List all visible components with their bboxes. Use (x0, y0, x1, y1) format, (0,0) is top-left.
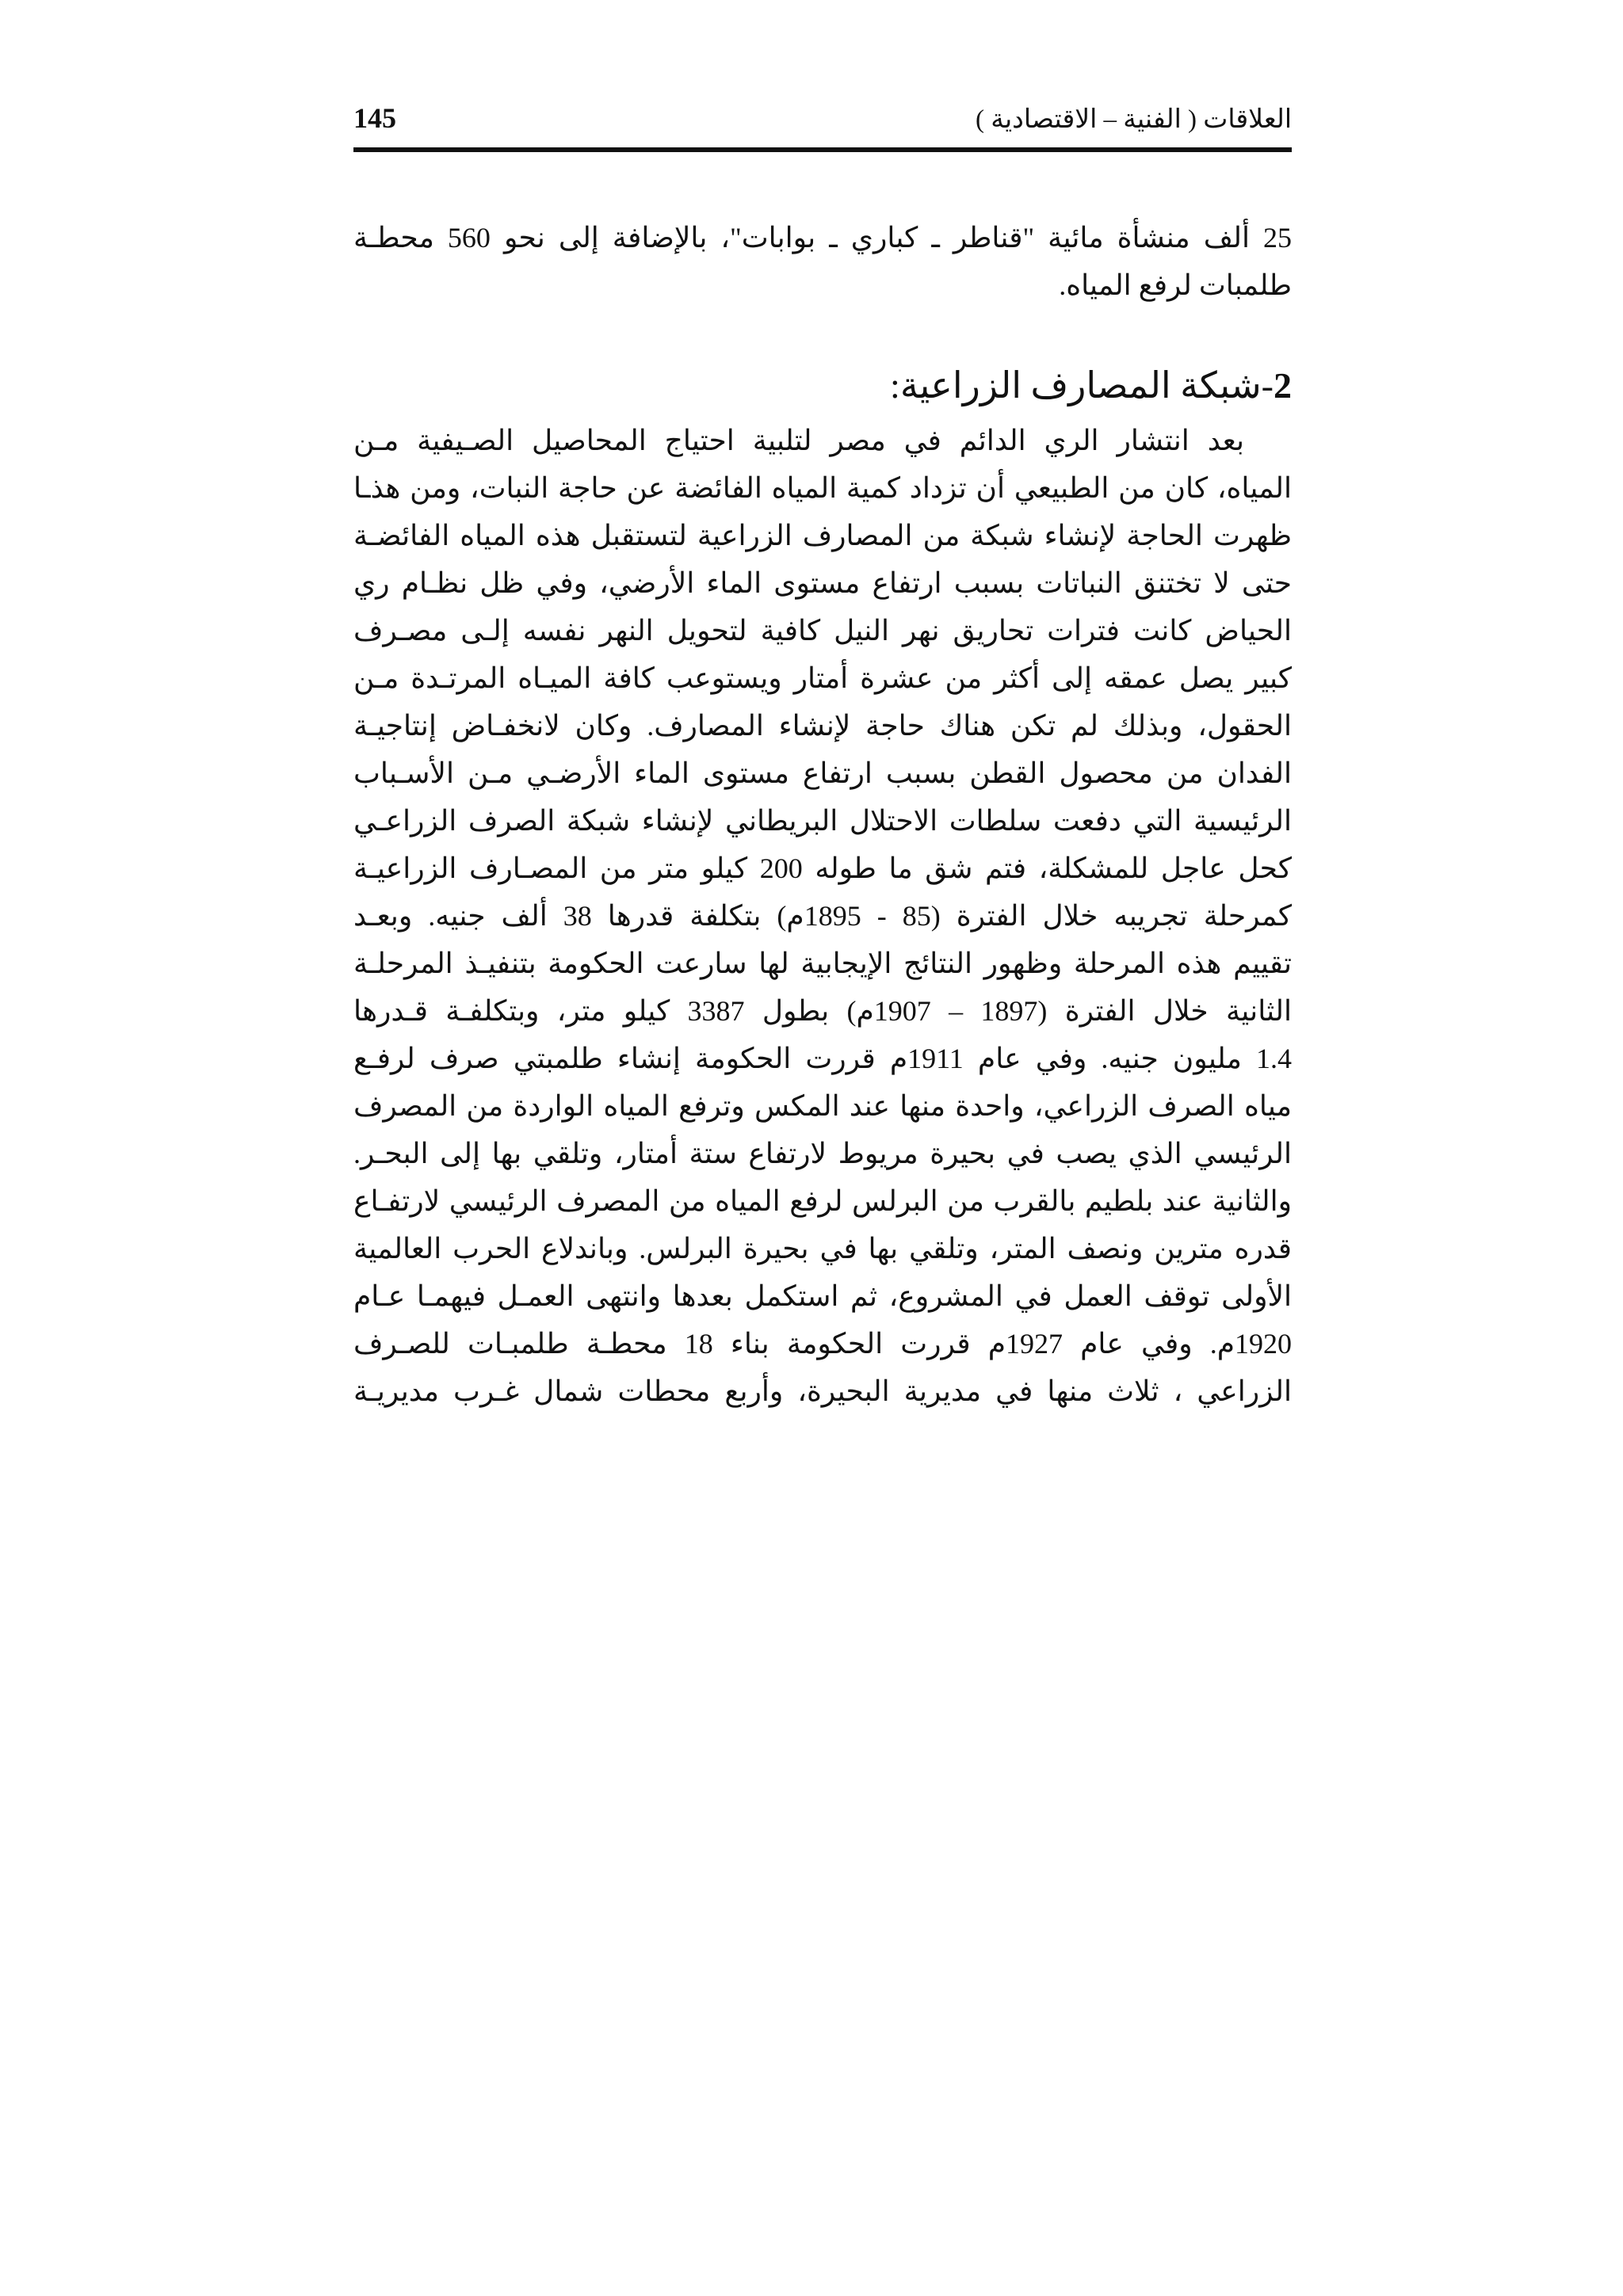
text-line: الأولى توقف العمل في المشروع، ثم استكمل بعدها وانتهى العمـل فيهمـا عـام (353, 1280, 1292, 1312)
text-line: كمرحلة تجريبه خلال الفترة (85 - 1895م) بتكلفة قدرها 38 ألف جنيه. وبعـد (353, 900, 1292, 932)
text-line: الثانية خلال الفترة (1897 – 1907م) بطول 3387 كيلو متر، وبتكلفـة قـدرها (353, 995, 1292, 1027)
text-line: قدره مترين ونصف المتر، وتلقي بها في بحيرة البرلس. وباندلاع الحرب العالمية (353, 1233, 1292, 1264)
text-line: 25 ألف منشأة مائية "قناطر ـ كباري ـ بوابات"، بالإضافة إلى نحو 560 محطـة (353, 222, 1292, 254)
section-number: 2 (1274, 365, 1292, 406)
page-number: 145 (353, 102, 396, 134)
text-line: ظهرت الحاجة لإنشاء شبكة من المصارف الزراعية لتستقبل هذه المياه الفائضـة (353, 520, 1292, 551)
text-line: مياه الصرف الزراعي، واحدة منها عند المكس وترفع المياه الواردة من المصرف (353, 1090, 1292, 1122)
text-line: حتى لا تختنق النباتات بسبب ارتفاع مستوى الماء الأرضي، وفي ظل نظـام ري (353, 567, 1292, 599)
running-title: العلاقات ( الفنية – الاقتصادية ) (976, 105, 1292, 134)
text-line: تقييم هذه المرحلة وظهور النتائج الإيجابية لها سارعت الحكومة بتنفيـذ المرحلـة (353, 948, 1292, 979)
text-line: 1920م. وفي عام 1927م قررت الحكومة بناء 18 محطـة طلمبـات للصـرف (353, 1328, 1292, 1360)
text-line: الرئيسية التي دفعت سلطات الاحتلال البريطاني لإنشاء شبكة الصرف الزراعـي (353, 805, 1292, 837)
text-line: كبير يصل عمقه إلى أكثر من عشرة أمتار ويستوعب كافة الميـاه المرتـدة مـن (353, 662, 1292, 694)
section-title: -شبكة المصارف الزراعية: (890, 365, 1274, 406)
page-header (353, 100, 1292, 152)
text-line: الحياض كانت فترات تحاريق نهر النيل كافية لتحويل النهر نفسه إلـى مصـرف (353, 615, 1292, 646)
text-line: بعد انتشار الري الدائم في مصر لتلبية احتياج المحاصيل الصـيفية مـن (353, 425, 1244, 456)
text-line: 1.4 مليون جنيه. وفي عام 1911م قررت الحكومة إنشاء طلمبتي صرف لرفـع (353, 1043, 1292, 1074)
section-heading (890, 358, 1292, 414)
text-line: طلمبات لرفع المياه. (1059, 269, 1292, 301)
text-line: الفدان من محصول القطن بسبب ارتفاع مستوى الماء الأرضـي مـن الأسـباب (353, 757, 1292, 789)
text-line: الرئيسي الذي يصب في بحيرة مريوط لارتفاع ستة أمتار، وتلقي بها إلى البحـر. (353, 1138, 1292, 1169)
intro-paragraph (353, 214, 1292, 309)
text-line: الزراعي ، ثلاث منها في مديرية البحيرة، وأربع محطات شمال غـرب مديريـة (353, 1375, 1292, 1407)
text-line: الحقول، وبذلك لم تكن هناك حاجة لإنشاء المصارف. وكان لانخفـاض إنتاجيـة (353, 710, 1292, 742)
text-line: المياه، كان من الطبيعي أن تزداد كمية المياه الفائضة عن حاجة النبات، ومن هذـا (353, 472, 1292, 504)
body-paragraph (353, 417, 1292, 1415)
text-line: والثانية عند بلطيم بالقرب من البرلس لرفع المياه من المصرف الرئيسي لارتفـاع (353, 1185, 1292, 1217)
text-line: كحل عاجل للمشكلة، فتم شق ما طوله 200 كيلو متر من المصـارف الزراعيـة (353, 852, 1292, 884)
